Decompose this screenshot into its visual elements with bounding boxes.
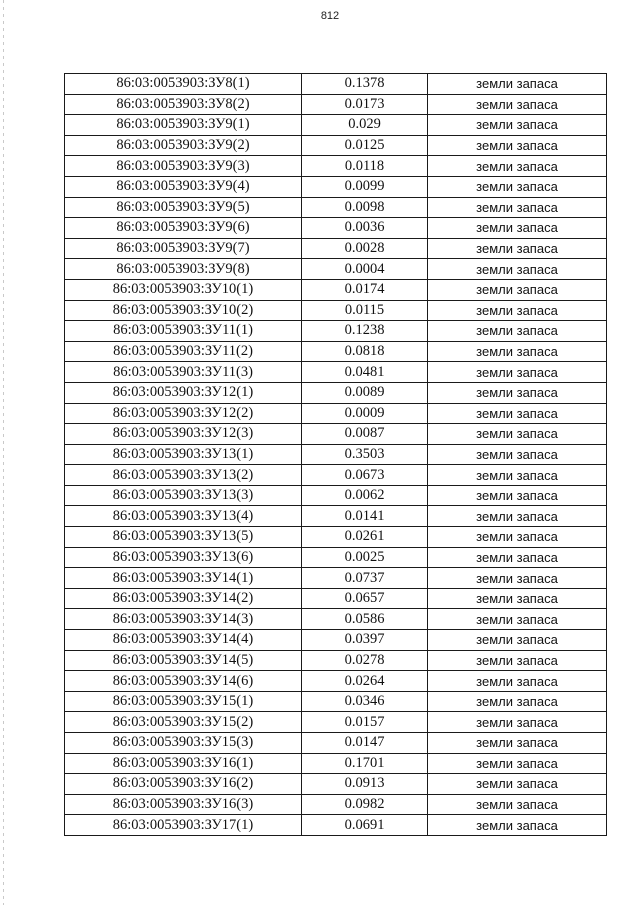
table-row xyxy=(65,238,607,259)
cadastral-number-cell: 86:03:0053903:ЗУ10(2) xyxy=(65,300,302,321)
table-row xyxy=(65,74,607,95)
cadastral-number-cell: 86:03:0053903:ЗУ9(4) xyxy=(65,176,302,197)
table-row xyxy=(65,794,607,815)
table-row xyxy=(65,115,607,136)
table-row xyxy=(65,588,607,609)
area-cell: 0.3503 xyxy=(302,444,428,465)
cadastral-number-cell: 86:03:0053903:ЗУ16(2) xyxy=(65,774,302,795)
land-category-cell: земли запаса xyxy=(428,568,607,589)
table-body xyxy=(65,74,607,836)
table-row xyxy=(65,94,607,115)
land-category-cell: земли запаса xyxy=(428,630,607,651)
table-row xyxy=(65,218,607,239)
area-cell: 0.0657 xyxy=(302,588,428,609)
table-row xyxy=(65,691,607,712)
table-row xyxy=(65,630,607,651)
area-cell: 0.0346 xyxy=(302,691,428,712)
table-row xyxy=(65,485,607,506)
table-row xyxy=(65,527,607,548)
table-row xyxy=(65,444,607,465)
cadastral-number-cell: 86:03:0053903:ЗУ14(1) xyxy=(65,568,302,589)
land-category-cell: земли запаса xyxy=(428,712,607,733)
cadastral-number-cell: 86:03:0053903:ЗУ13(6) xyxy=(65,547,302,568)
land-category-cell: земли запаса xyxy=(428,753,607,774)
cadastral-number-cell: 86:03:0053903:ЗУ12(2) xyxy=(65,403,302,424)
area-cell: 0.0125 xyxy=(302,135,428,156)
table-row xyxy=(65,382,607,403)
area-cell: 0.0004 xyxy=(302,259,428,280)
area-cell: 0.0062 xyxy=(302,485,428,506)
land-category-cell: земли запаса xyxy=(428,547,607,568)
land-category-cell: земли запаса xyxy=(428,279,607,300)
cadastral-number-cell: 86:03:0053903:ЗУ12(3) xyxy=(65,424,302,445)
cadastral-number-cell: 86:03:0053903:ЗУ14(6) xyxy=(65,671,302,692)
table-row xyxy=(65,176,607,197)
cadastral-number-cell: 86:03:0053903:ЗУ13(4) xyxy=(65,506,302,527)
area-cell: 0.0115 xyxy=(302,300,428,321)
land-category-cell: земли запаса xyxy=(428,300,607,321)
table-row xyxy=(65,671,607,692)
cadastral-number-cell: 86:03:0053903:ЗУ9(7) xyxy=(65,238,302,259)
cadastral-number-cell: 86:03:0053903:ЗУ9(8) xyxy=(65,259,302,280)
cadastral-number-cell: 86:03:0053903:ЗУ8(2) xyxy=(65,94,302,115)
cadastral-number-cell: 86:03:0053903:ЗУ16(3) xyxy=(65,794,302,815)
cadastral-number-cell: 86:03:0053903:ЗУ9(2) xyxy=(65,135,302,156)
table-row xyxy=(65,156,607,177)
area-cell: 0.0174 xyxy=(302,279,428,300)
land-category-cell: земли запаса xyxy=(428,403,607,424)
land-category-cell: земли запаса xyxy=(428,259,607,280)
area-cell: 0.0673 xyxy=(302,465,428,486)
land-category-cell: земли запаса xyxy=(428,218,607,239)
cadastral-number-cell: 86:03:0053903:ЗУ10(1) xyxy=(65,279,302,300)
table-row xyxy=(65,197,607,218)
land-category-cell: земли запаса xyxy=(428,424,607,445)
cadastral-number-cell: 86:03:0053903:ЗУ9(5) xyxy=(65,197,302,218)
cadastral-number-cell: 86:03:0053903:ЗУ8(1) xyxy=(65,74,302,95)
land-category-cell: земли запаса xyxy=(428,671,607,692)
table-row xyxy=(65,403,607,424)
area-cell: 0.0087 xyxy=(302,424,428,445)
cadastral-number-cell: 86:03:0053903:ЗУ11(3) xyxy=(65,362,302,383)
land-category-cell: земли запаса xyxy=(428,156,607,177)
page-number: 812 xyxy=(320,10,340,22)
table-row xyxy=(65,733,607,754)
area-cell: 0.0099 xyxy=(302,176,428,197)
cadastral-number-cell: 86:03:0053903:ЗУ13(2) xyxy=(65,465,302,486)
area-cell: 0.1701 xyxy=(302,753,428,774)
area-cell: 0.0098 xyxy=(302,197,428,218)
land-category-cell: земли запаса xyxy=(428,444,607,465)
table-row xyxy=(65,568,607,589)
cadastral-number-cell: 86:03:0053903:ЗУ15(3) xyxy=(65,733,302,754)
area-cell: 0.0118 xyxy=(302,156,428,177)
land-category-cell: земли запаса xyxy=(428,115,607,136)
cadastral-number-cell: 86:03:0053903:ЗУ13(3) xyxy=(65,485,302,506)
area-cell: 0.0691 xyxy=(302,815,428,836)
land-category-cell: земли запаса xyxy=(428,733,607,754)
table-row xyxy=(65,300,607,321)
area-cell: 0.0913 xyxy=(302,774,428,795)
land-plots-table xyxy=(64,73,607,836)
cadastral-number-cell: 86:03:0053903:ЗУ11(1) xyxy=(65,321,302,342)
area-cell: 0.0141 xyxy=(302,506,428,527)
area-cell: 0.1238 xyxy=(302,321,428,342)
area-cell: 0.0278 xyxy=(302,650,428,671)
cadastral-number-cell: 86:03:0053903:ЗУ16(1) xyxy=(65,753,302,774)
cadastral-number-cell: 86:03:0053903:ЗУ15(1) xyxy=(65,691,302,712)
land-category-cell: земли запаса xyxy=(428,94,607,115)
land-category-cell: земли запаса xyxy=(428,382,607,403)
area-cell: 0.0982 xyxy=(302,794,428,815)
table-row xyxy=(65,135,607,156)
land-category-cell: земли запаса xyxy=(428,321,607,342)
area-cell: 0.0586 xyxy=(302,609,428,630)
area-cell: 0.0264 xyxy=(302,671,428,692)
table-row xyxy=(65,815,607,836)
land-category-cell: земли запаса xyxy=(428,341,607,362)
land-category-cell: земли запаса xyxy=(428,197,607,218)
table-row xyxy=(65,424,607,445)
land-category-cell: земли запаса xyxy=(428,609,607,630)
area-cell: 0.0147 xyxy=(302,733,428,754)
table-row xyxy=(65,259,607,280)
cadastral-number-cell: 86:03:0053903:ЗУ13(1) xyxy=(65,444,302,465)
land-category-cell: земли запаса xyxy=(428,485,607,506)
table-row xyxy=(65,465,607,486)
table-row xyxy=(65,362,607,383)
area-cell: 0.0028 xyxy=(302,238,428,259)
land-category-cell: земли запаса xyxy=(428,527,607,548)
table-row xyxy=(65,506,607,527)
area-cell: 0.0036 xyxy=(302,218,428,239)
area-cell: 0.0481 xyxy=(302,362,428,383)
table-row xyxy=(65,321,607,342)
cadastral-number-cell: 86:03:0053903:ЗУ13(5) xyxy=(65,527,302,548)
land-category-cell: земли запаса xyxy=(428,794,607,815)
cadastral-number-cell: 86:03:0053903:ЗУ14(4) xyxy=(65,630,302,651)
area-cell: 0.0025 xyxy=(302,547,428,568)
table-row xyxy=(65,547,607,568)
cadastral-number-cell: 86:03:0053903:ЗУ9(1) xyxy=(65,115,302,136)
cadastral-number-cell: 86:03:0053903:ЗУ9(3) xyxy=(65,156,302,177)
land-category-cell: земли запаса xyxy=(428,135,607,156)
land-category-cell: земли запаса xyxy=(428,238,607,259)
land-category-cell: земли запаса xyxy=(428,506,607,527)
table-row xyxy=(65,341,607,362)
land-category-cell: земли запаса xyxy=(428,774,607,795)
area-cell: 0.1378 xyxy=(302,74,428,95)
cadastral-number-cell: 86:03:0053903:ЗУ15(2) xyxy=(65,712,302,733)
area-cell: 0.0397 xyxy=(302,630,428,651)
cadastral-number-cell: 86:03:0053903:ЗУ9(6) xyxy=(65,218,302,239)
cadastral-number-cell: 86:03:0053903:ЗУ14(2) xyxy=(65,588,302,609)
land-category-cell: земли запаса xyxy=(428,650,607,671)
area-cell: 0.0737 xyxy=(302,568,428,589)
table-row xyxy=(65,279,607,300)
cadastral-number-cell: 86:03:0053903:ЗУ12(1) xyxy=(65,382,302,403)
scan-left-edge xyxy=(3,0,4,905)
area-cell: 0.0089 xyxy=(302,382,428,403)
cadastral-number-cell: 86:03:0053903:ЗУ14(5) xyxy=(65,650,302,671)
table-row xyxy=(65,774,607,795)
table-row xyxy=(65,609,607,630)
land-category-cell: земли запаса xyxy=(428,691,607,712)
area-cell: 0.0261 xyxy=(302,527,428,548)
area-cell: 0.0818 xyxy=(302,341,428,362)
area-cell: 0.0157 xyxy=(302,712,428,733)
land-category-cell: земли запаса xyxy=(428,176,607,197)
area-cell: 0.0009 xyxy=(302,403,428,424)
land-category-cell: земли запаса xyxy=(428,362,607,383)
area-cell: 0.029 xyxy=(302,115,428,136)
table-row xyxy=(65,712,607,733)
table-row xyxy=(65,650,607,671)
area-cell: 0.0173 xyxy=(302,94,428,115)
cadastral-number-cell: 86:03:0053903:ЗУ17(1) xyxy=(65,815,302,836)
cadastral-number-cell: 86:03:0053903:ЗУ11(2) xyxy=(65,341,302,362)
land-category-cell: земли запаса xyxy=(428,815,607,836)
cadastral-number-cell: 86:03:0053903:ЗУ14(3) xyxy=(65,609,302,630)
land-category-cell: земли запаса xyxy=(428,465,607,486)
land-category-cell: земли запаса xyxy=(428,74,607,95)
table-row xyxy=(65,753,607,774)
land-category-cell: земли запаса xyxy=(428,588,607,609)
